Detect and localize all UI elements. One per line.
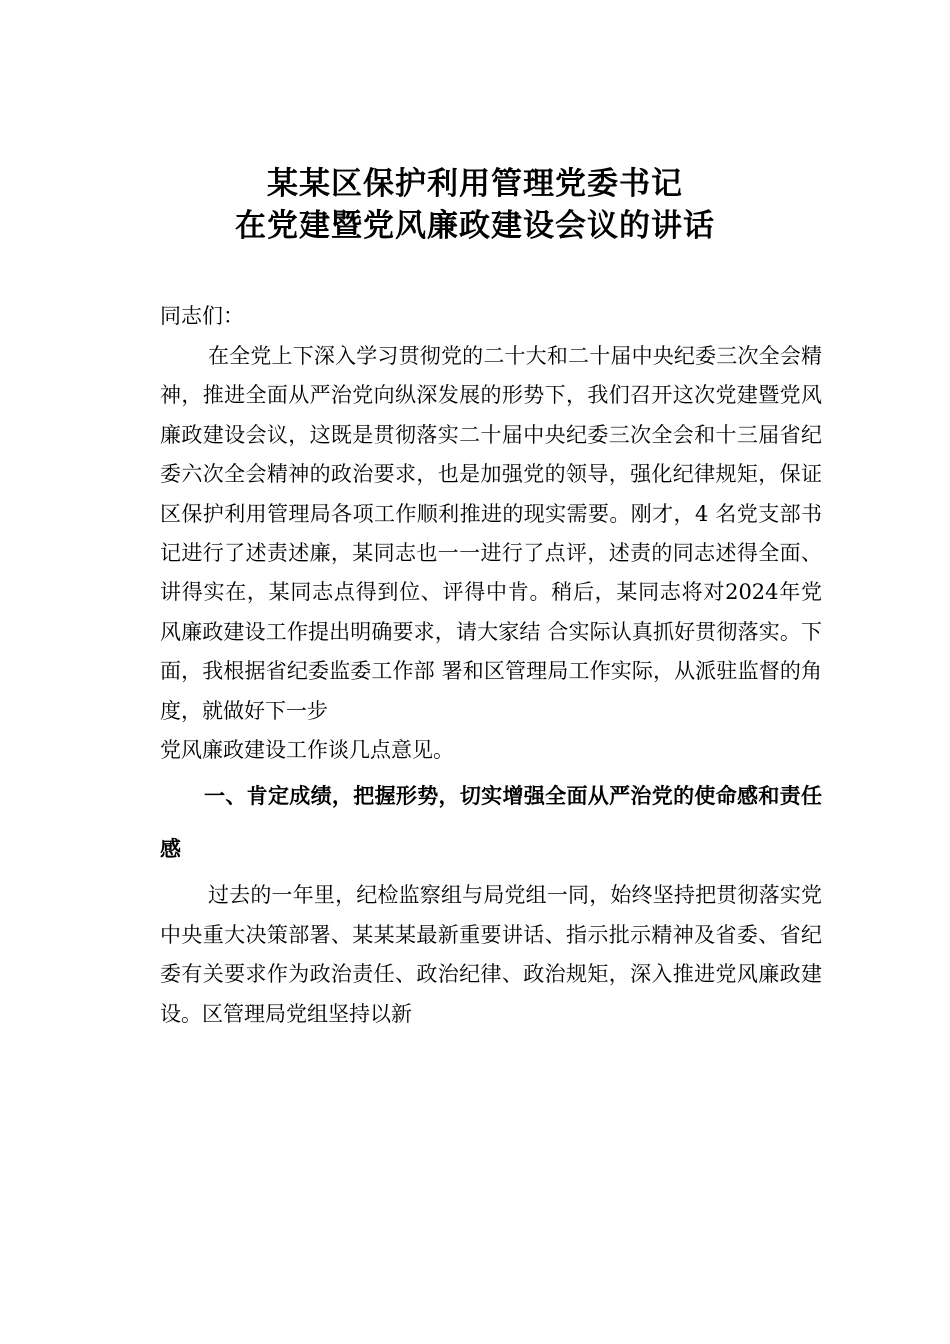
document-title xyxy=(0,163,950,247)
document-body xyxy=(160,296,822,1034)
paragraph-2: 过去的一年里，纪检监察组与局党组一同，始终坚持把贯彻落实党中央重大决策部署、某某某最新重要讲话、指示批示精神及省委、省纪委有关要求作为政治责任、政治纪律、政治规矩，深入推进党风廉政建设。区管理局党组坚持以新 xyxy=(160,883,822,1026)
paragraph-1: 在全党上下深入学习贯彻党的二十大和二十届中央纪委三次全会精神，推进全面从严治党向纵深发展的形势下，我们召开这次党建暨党风廉政建设会议，这既是贯彻落实二十届中央纪委三次全会和十三届省纪委六次全会精神的政治要求，也是加强党的领导，强化纪律规矩，保证区保护利用管理局各项工作顺利推进的现实需要。刚才，4 名党支部书记进行了述责述廉，某同志也一一进行了点评，述责的同志述得全面、讲得实在，某同志点得到位、评得中肯。稍后，某同志将对2024年党风廉政建设工作提出明确要求，请大家结 合实际认真抓好贯彻落实。下面，我根据省纪委监委工作部 署和区管理局工作实际，从派驻监督的角度，就做好下一步 xyxy=(160,344,822,723)
salutation: 同志们： xyxy=(160,304,244,328)
paragraph-1-tail: 党风廉政建设工作谈几点意见。 xyxy=(160,738,454,763)
section-heading-1: 一、肯定成绩，把握形势，切实增强全面从严治党的使命感和责任感 xyxy=(160,784,822,862)
title-line-1: 某某区保护利用管理党委书记 xyxy=(267,166,683,202)
title-line-2: 在党建暨党风廉政建设会议的讲话 xyxy=(235,208,715,244)
